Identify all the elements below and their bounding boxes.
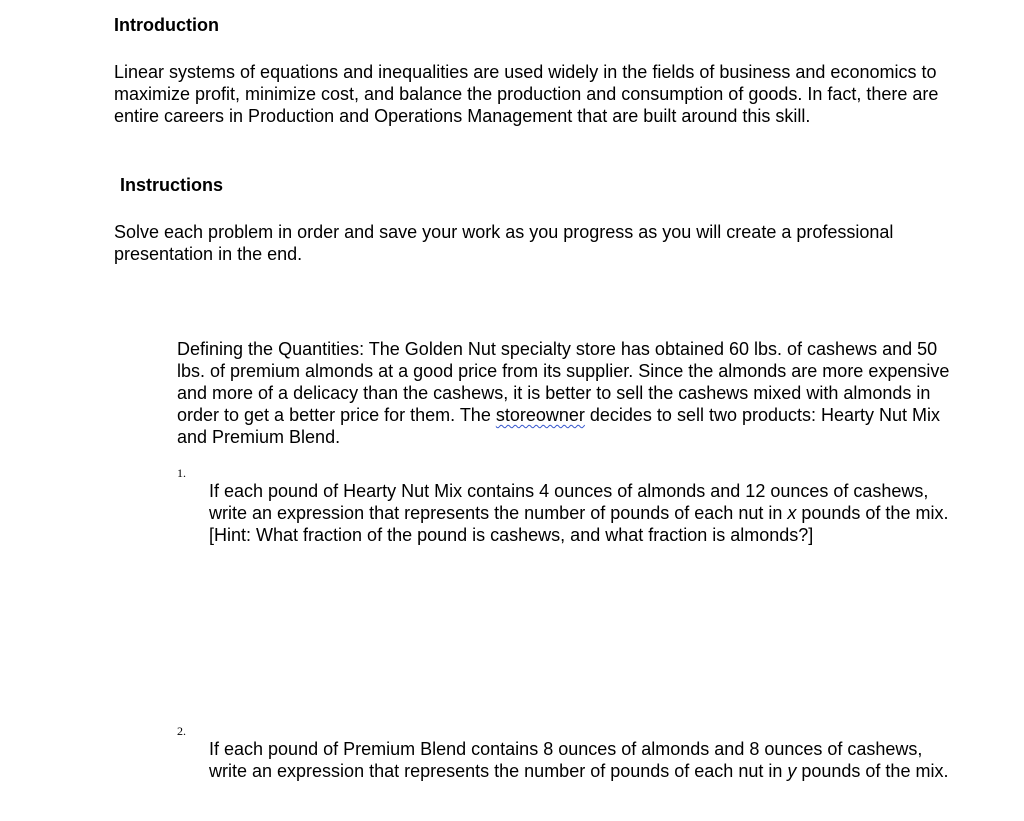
problem-intro-paragraph [177,338,967,448]
problem-intro-text-start: Defining the Quantities: The Golden Nut specialty store has obtained 60 lbs. of cashews and 50 lbs. of premium almonds at a good price from its supplier. Since the almonds are more expensive and more of a delicacy than the cashews, it is better to sell the cashews mixed with almonds in order to get a better price for them. The [177,339,950,425]
problem-intro-text-end: decides to sell two products: Hearty Nut Mix and Premium Blend. [177,405,941,447]
introduction-paragraph: Linear systems of equations and inequalities are used widely in the fields of business and economics to maximize profit, minimize cost, and balance the production and consumption of goods. In fact, there are entire careers in Production and Operations Management that are built around this skill. [114,62,939,126]
variable-x: x [787,503,797,523]
introduction-heading: Introduction [114,15,219,35]
instructions-heading: Instructions [120,175,224,195]
list-item-text-start: If each pound of Premium Blend contains 8 ounces of almonds and 8 ounces of cashews, write an expression that represents the number of pounds of each nut in [209,739,923,781]
variable-y: y [787,761,797,781]
list-item-text [209,480,959,546]
list-item-number: 2. [177,724,186,738]
list-item-text-start: If each pound of Hearty Nut Mix contains 4 ounces of almonds and 12 ounces of cashews, write an expression that represents the number of pounds of each nut in [209,481,929,523]
list-item-text-end: pounds of the mix. [Hint: What fraction of the pound is cashews, and what fraction is almonds?] [209,503,949,545]
list-item-text-end: pounds of the mix. [796,761,949,781]
list-item-text [209,738,959,782]
instructions-paragraph: Solve each problem in order and save your work as you progress as you will create a professional presentation in the end. [114,222,894,264]
spellcheck-flagged-word: storeowner [495,405,585,425]
list-item-number: 1. [177,466,186,480]
